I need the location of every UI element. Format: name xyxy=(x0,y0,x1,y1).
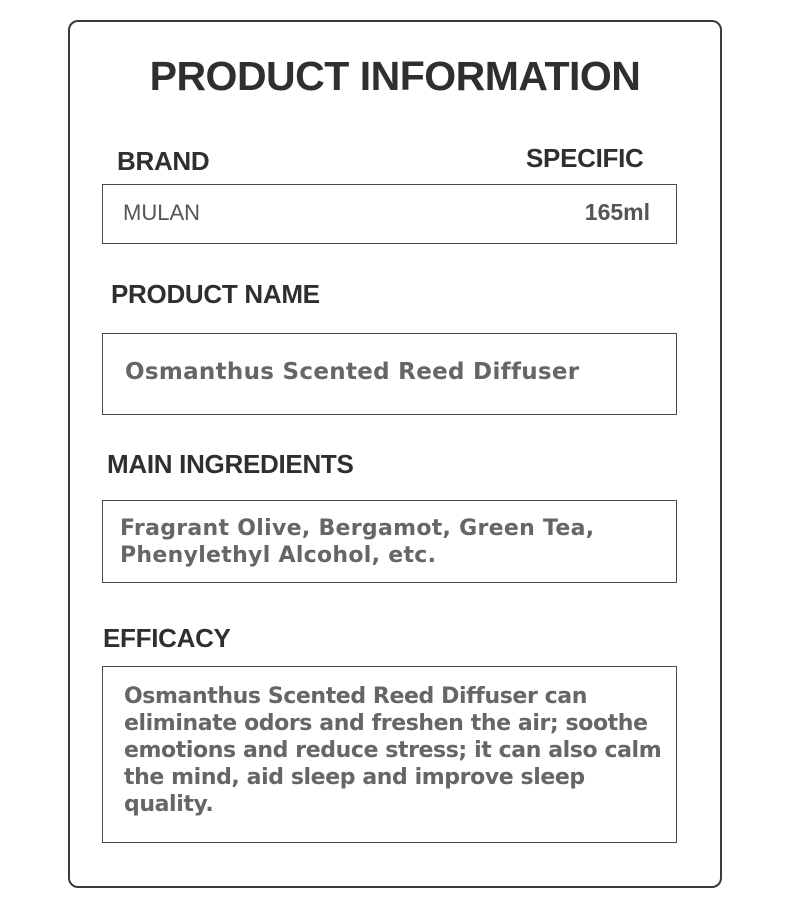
brand-specific-box xyxy=(102,184,677,244)
specific-value: 165ml xyxy=(584,199,650,225)
main-ingredients-box xyxy=(102,500,677,583)
product-name-value: Osmanthus Scented Reed Diffuser xyxy=(125,359,580,385)
brand-label: BRAND xyxy=(117,146,210,176)
product-name-box xyxy=(102,333,677,415)
efficacy-box xyxy=(102,666,677,843)
page-title: PRODUCT INFORMATION xyxy=(149,53,641,99)
efficacy-value: Osmanthus Scented Reed Diffuser can eliminate odors and freshen the air; soothe emotions and reduce stress; it can also calm the mind, aid sleep and improve sleep quality. xyxy=(124,684,662,817)
efficacy-label: EFFICACY xyxy=(103,623,231,653)
brand-value: MULAN xyxy=(123,200,201,225)
main-ingredients-label: MAIN INGREDIENTS xyxy=(107,449,354,479)
main-ingredients-value: Fragrant Olive, Bergamot, Green Tea, Phenylethyl Alcohol, etc. xyxy=(120,516,595,568)
specific-label: SPECIFIC xyxy=(526,143,644,173)
product-name-label: PRODUCT NAME xyxy=(111,279,320,309)
